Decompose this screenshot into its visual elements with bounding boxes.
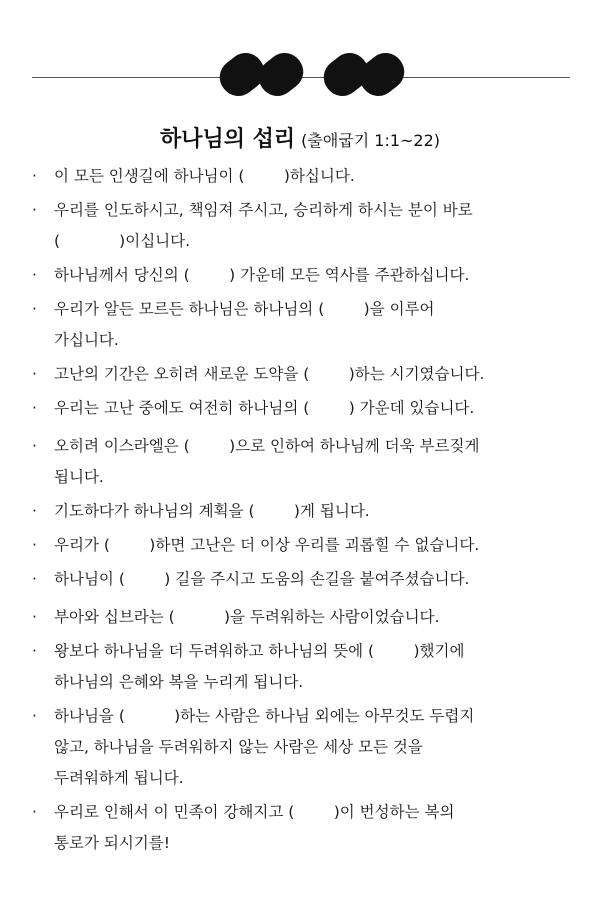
bullet-mark: · bbox=[32, 437, 37, 455]
item-line: 부아와 십브라는 ( )을 두려워하는 사람이었습니다. bbox=[54, 608, 440, 626]
bullet-mark: · bbox=[32, 365, 37, 383]
bullet-mark: · bbox=[32, 201, 37, 219]
item-line: 하나님께서 당신의 ( ) 가운데 모든 역사를 주관하십니다. bbox=[54, 266, 470, 284]
list-item bbox=[32, 602, 572, 633]
bullet-mark: · bbox=[32, 399, 37, 417]
item-line: 두려워하게 됩니다. bbox=[54, 769, 184, 787]
item-line: 하나님을 ( )하는 사람은 하나님 외에는 아무것도 두렵지 bbox=[54, 707, 475, 725]
list-item bbox=[32, 636, 572, 698]
list-item bbox=[32, 797, 572, 859]
list-item bbox=[32, 496, 572, 527]
fill-in-list bbox=[32, 161, 572, 862]
item-line: 우리를 인도하시고, 책임져 주시고, 승리하게 하시는 분이 바로 bbox=[54, 201, 473, 219]
header-char: 의 bbox=[278, 66, 294, 84]
bullet-mark: · bbox=[32, 502, 37, 520]
list-item bbox=[32, 195, 572, 257]
header-word-today bbox=[221, 64, 299, 85]
item-line: 통로가 되시기를! bbox=[54, 834, 170, 852]
item-line: 우리로 인해서 이 민족이 강해지고 ( )이 번성하는 복의 bbox=[54, 803, 455, 821]
title-main: 하나님의 섭리 bbox=[159, 127, 296, 152]
item-line: 가십니다. bbox=[54, 331, 119, 349]
header-char: 씀 bbox=[360, 66, 376, 84]
list-item bbox=[32, 701, 572, 794]
title-reference: (출애굽기 1:1~22) bbox=[301, 131, 441, 150]
item-line: 고난의 기간은 오히려 새로운 도약을 ( )하는 시기였습니다. bbox=[54, 365, 485, 383]
item-line: 기도하다가 하나님의 계획을 ( )게 됩니다. bbox=[54, 502, 370, 520]
list-item bbox=[32, 564, 572, 595]
item-line: 하나님이 ( ) 길을 주시고 도움의 손길을 붙여주셨습니다. bbox=[54, 570, 470, 588]
item-line: 우리가 알든 모르든 하나님은 하나님의 ( )을 이루어 bbox=[54, 300, 435, 318]
bullet-mark: · bbox=[32, 536, 37, 554]
bullet-mark: · bbox=[32, 707, 37, 725]
item-line: 하나님의 은혜와 복을 누리게 됩니다. bbox=[54, 673, 304, 691]
header-char: 늘 bbox=[252, 66, 268, 84]
item-line: ( )이십니다. bbox=[54, 232, 191, 250]
bullet-mark: · bbox=[32, 266, 37, 284]
list-item bbox=[32, 393, 572, 424]
item-line: 않고, 하나님을 두려워하지 않는 사람은 세상 모든 것을 bbox=[54, 738, 423, 756]
item-line: 우리가 ( )하면 고난은 더 이상 우리를 괴롭힐 수 없습니다. bbox=[54, 536, 480, 554]
bullet-mark: · bbox=[32, 300, 37, 318]
list-item bbox=[32, 359, 572, 390]
list-item bbox=[32, 260, 572, 291]
bullet-mark: · bbox=[32, 642, 37, 660]
page-title bbox=[0, 122, 600, 153]
bullet-mark: · bbox=[32, 608, 37, 626]
header-word-word bbox=[329, 64, 381, 85]
list-item bbox=[32, 530, 572, 561]
item-line: 이 모든 인생길에 하나님이 ( )하십니다. bbox=[54, 167, 355, 185]
list-item bbox=[32, 294, 572, 356]
list-item bbox=[32, 431, 572, 493]
item-line: 왕보다 하나님을 더 두려워하고 하나님의 뜻에 ( )했기에 bbox=[54, 642, 465, 660]
bullet-mark: · bbox=[32, 167, 37, 185]
header-char: 말 bbox=[334, 66, 350, 84]
list-item bbox=[32, 161, 572, 192]
bullet-mark: · bbox=[32, 570, 37, 588]
bullet-mark: · bbox=[32, 803, 37, 821]
item-line: 우리는 고난 중에도 여전히 하나님의 ( ) 가운데 있습니다. bbox=[54, 399, 475, 417]
item-line: 오히려 이스라엘은 ( )으로 인하여 하나님께 더욱 부르짖게 bbox=[54, 437, 480, 455]
item-line: 됩니다. bbox=[54, 468, 104, 486]
header-char: 오 bbox=[226, 66, 242, 84]
